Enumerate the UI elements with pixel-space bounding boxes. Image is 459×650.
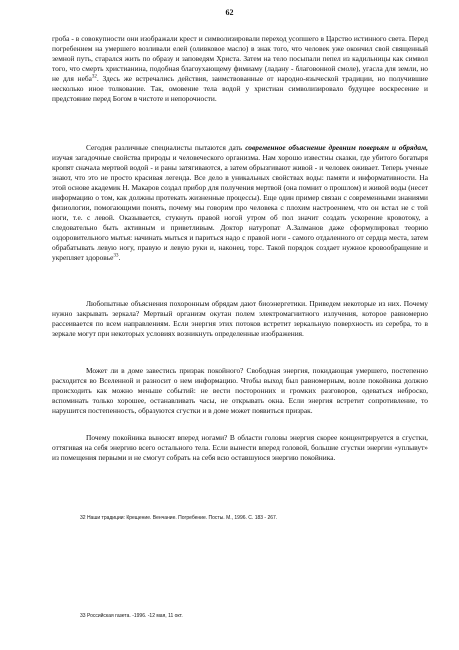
footnote-ref-32: 32 [91, 74, 97, 80]
paragraph-2-start: Сегодня различные специалисты пытаются дать [86, 143, 246, 152]
paragraph-5: Почему покойника выносят вперед ногами? В области головы энергия скорее концентрируется в сгустки, оттягивая на себя энергию всего остального тела. Если вынести вперед головой, большие сгустки энергии «уплывут» из помещения первыми и не смогут собрать на себя всю оставшуюся энергию покойника. [52, 433, 428, 462]
page-number: 62 [225, 8, 234, 17]
footnote-ref-33: 33 [113, 253, 119, 259]
paragraph-2-rest: изучая загадочные свойства природы и человеческого организма. Нам хорошо известны сказки, где убитого богатыря кропят сначала мертвой водой - и раны затягиваются, а затем обрызгивают живой - и человек оживает. Теперь ученые знают, что это не просто красивая легенда. Все дело в уникальных свойствах воды: памяти и информативности. На этой основе академик Н. Макаров создал прибор для получения мертвой (она помнит о прошлом) и живой воды (несет информацию о том, как должны протекать жизненные процессы). Еще один пример связан с современными знаниями физиологии, помогающими понять, почему мы говорим про человека с плохим настроением, что он встал не с той ноги, т.е. с левой. Оказывается, стукнуть правой ногой утром об пол значит создать ускорение кровотоку, а следовательно быть активным и приветливым. Доктор натуропат А.Залманов даже сформулировал теорию оздоровительного мытья: начинать мыться и париться надо с правой ноги - самого отдаленного от сердца места, затем обрабатывать левую ногу, правую и левую руки и, наконец, торс. Такой порядок создает нужное кровообращение и укрепляет здоровье [52, 153, 428, 262]
paragraph-2-tail: . [118, 253, 121, 262]
paragraph-1-text: гроба - в совокупности они изображали крест и символизировали переход усопшего в Царство истинного света. Перед погребением на умершего возливали елей (оливковое масло) в знак того, что человек уже окончил свой священный земной путь, старался жить по образу и заповедям Христа. Затем на тело посыпали пепел из кадильницы как символ того, что смерть христианина, подобная благоухающему фимиаму (ладану - благовонной смоле), угасла для земли, но не для неба [52, 34, 428, 83]
footnote-33: 33 Российская газета. -1996. -12 мая, 11 окт. [80, 613, 183, 619]
footnote-32: 32 Наши традиции: Крещение. Венчание. Погребение. Посты. М., 1996. С. 183 - 267. [80, 515, 278, 521]
paragraph-1-tail: . Здесь же встречались действия, заимствованные от народно-языческой традиции, но получившие несколько иное толкование. Так, омовение тела водой у христиан символизировало будущее воскресение и предстояние перед Богом в чистоте и непорочности. [52, 74, 428, 103]
paragraph-2 [52, 143, 428, 263]
paragraph-3: Любопытные объяснения похоронным обрядам дают биоэнергетики. Приведем некоторые из них. Почему нужно закрывать зеркала? Мертвый организм окутан полем электромагнитного излучения, которое равномерно рассеивается по всем направлениям. Если энергия этих потоков встретит зеркальную поверхность из серебра, то в зеркале могут при некоторых условиях возникнуть определенные изображения. [52, 299, 428, 338]
paragraph-1 [52, 34, 428, 104]
paragraph-4: Может ли в доме завестись призрак покойного? Свободная энергия, покидающая умершего, постепенно расходится во Вселенной и разносит о нем информацию. Чтобы выход был равномерным, возле покойника должно происходить как можно меньше событий: не вести посторонних и громких разговоров, одеваться неброско, вспоминать только хорошее, останавливать часы, не открывать окна. Если энергия встретит сопротивление, то нарушится постепенность, образуются сгустки и в доме может появиться призрак. [52, 366, 428, 415]
paragraph-2-emphasis: современное объяснение древним поверьям и обрядам, [245, 143, 428, 152]
